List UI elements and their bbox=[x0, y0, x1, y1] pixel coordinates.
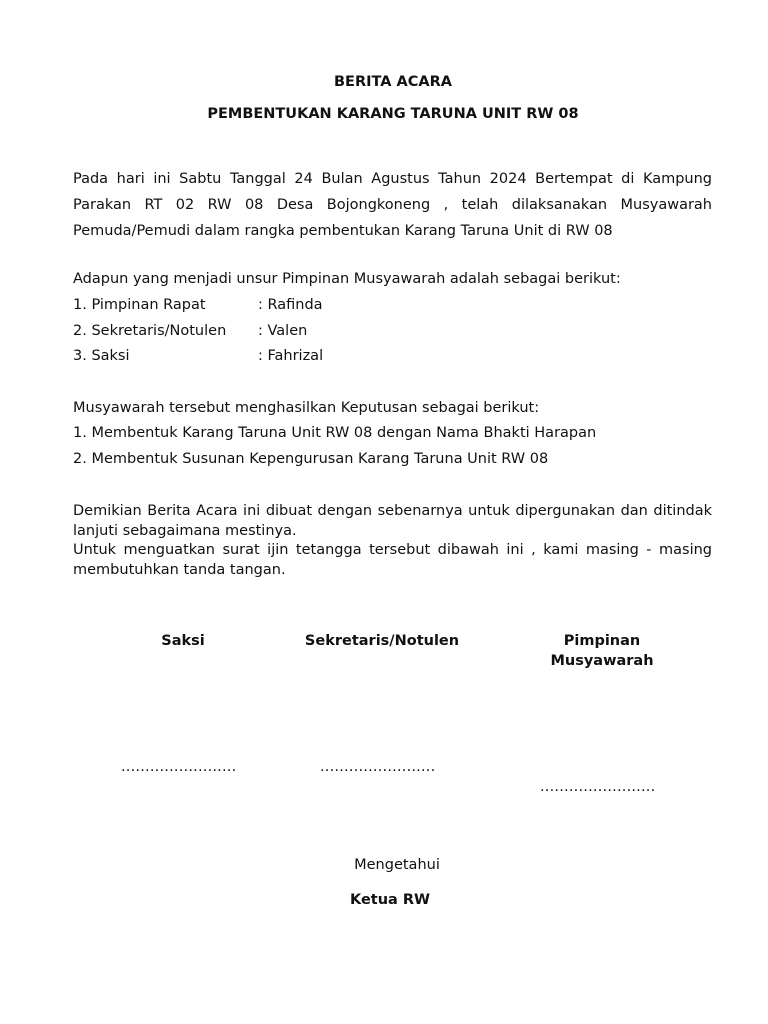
closing-paragraph-2: Untuk menguatkan surat ijin tetangga tersebut dibawah ini , kami masing - masing membutuhkan tanda tangan. bbox=[73, 542, 712, 578]
intro-paragraph: Pada hari ini Sabtu Tanggal 24 Bulan Agustus Tahun 2024 Bertempat di Kampung Parakan RT 02 RW 08 Desa Bojongkoneng , telah dilaksanakan Musyawarah Pemuda/Pemudi dalam rangka pembentukan Karang Taruna Unit di RW 08 bbox=[73, 171, 712, 239]
leadership-label-3: 3. Saksi bbox=[73, 348, 130, 364]
decision-item-2: 2. Membentuk Susunan Kepengurusan Karang Taruna Unit RW 08 bbox=[73, 451, 549, 467]
leadership-value-1: : Rafinda bbox=[258, 297, 323, 313]
signature-pimpinan-line2: Musyawarah bbox=[550, 653, 654, 669]
signature-pimpinan-heading bbox=[512, 631, 692, 671]
decision-item-1: 1. Membentuk Karang Taruna Unit RW 08 dengan Nama Bhakti Harapan bbox=[73, 425, 597, 441]
signature-saksi-line: ........................ bbox=[121, 759, 237, 775]
signature-sekretaris-line: ........................ bbox=[320, 759, 436, 775]
leadership-intro: Adapun yang menjadi unsur Pimpinan Musyawarah adalah sebagai berikut: bbox=[73, 271, 621, 287]
signature-pimpinan-line1: Pimpinan bbox=[563, 633, 641, 649]
signature-sekretaris-heading: Sekretaris/Notulen bbox=[304, 633, 460, 649]
document-title: BERITA ACARA bbox=[333, 74, 453, 90]
signature-pimpinan-line: ........................ bbox=[540, 779, 656, 795]
leadership-label-1: 1. Pimpinan Rapat bbox=[73, 297, 206, 313]
document-subtitle: PEMBENTUKAN KARANG TARUNA UNIT RW 08 bbox=[207, 106, 579, 122]
leadership-value-3: : Fahrizal bbox=[258, 348, 324, 364]
leadership-label-2: 2. Sekretaris/Notulen bbox=[73, 323, 227, 339]
signature-saksi-heading: Saksi bbox=[161, 633, 205, 649]
ketua-rw-label: Ketua RW bbox=[349, 892, 431, 908]
leadership-value-2: : Valen bbox=[258, 323, 308, 339]
closing-paragraph-1: Demikian Berita Acara ini dibuat dengan sebenarnya untuk dipergunakan dan ditindak lanjuti sebagaimana mestinya. bbox=[73, 503, 712, 539]
mengetahui-label: Mengetahui bbox=[354, 857, 440, 873]
decisions-intro: Musyawarah tersebut menghasilkan Keputusan sebagai berikut: bbox=[73, 400, 540, 416]
